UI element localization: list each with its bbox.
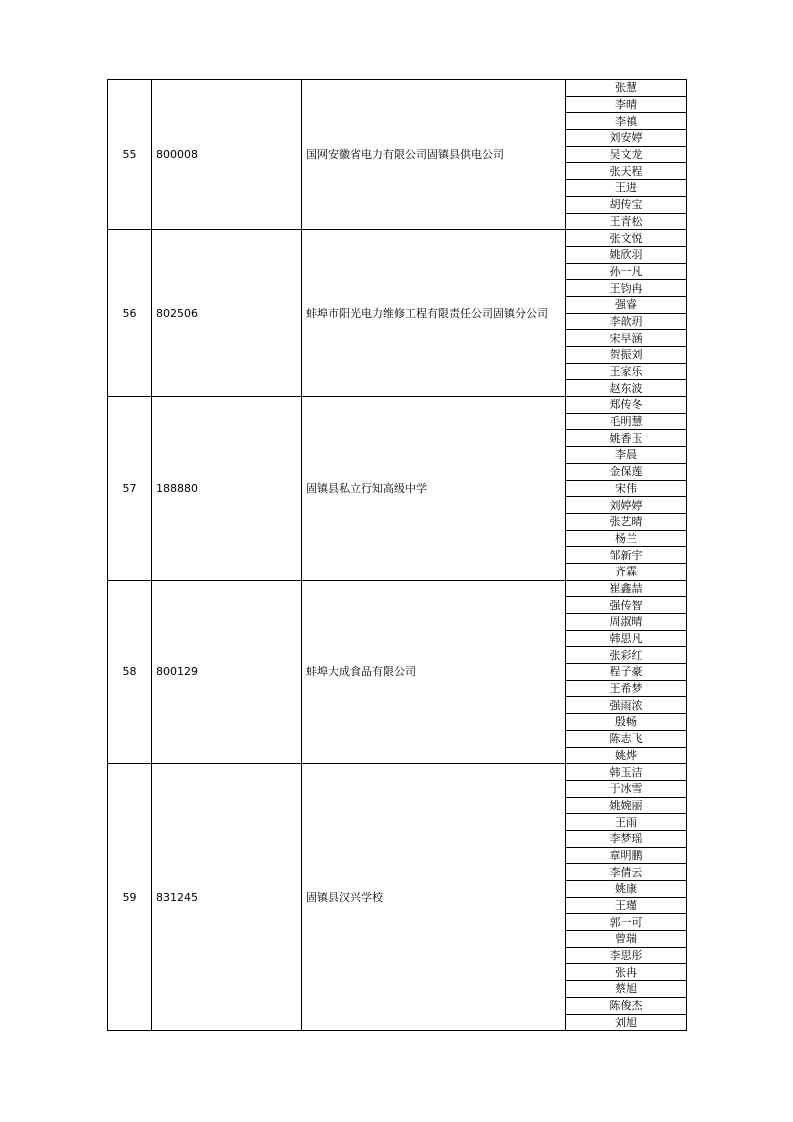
person-name-cell: 郭一可: [566, 914, 687, 931]
person-name-cell: 宋伟: [566, 480, 687, 497]
person-name-cell: 宋早涵: [566, 330, 687, 347]
person-name-cell: 李思彤: [566, 947, 687, 964]
person-name-cell: 王瑾: [566, 897, 687, 914]
person-name-cell: 姚婉丽: [566, 797, 687, 814]
group-org-cell: 固镇县汉兴学校: [302, 764, 566, 1031]
person-name-cell: 章明鹏: [566, 847, 687, 864]
person-name-cell: 张艺晴: [566, 513, 687, 530]
person-name-cell: 张文悦: [566, 230, 687, 247]
person-name-cell: 贺振刘: [566, 347, 687, 364]
person-name-cell: 王雨: [566, 814, 687, 831]
table-row: [108, 580, 687, 597]
roster-table: [107, 79, 687, 1031]
table-row: [108, 80, 687, 97]
table-row: [108, 397, 687, 414]
person-name-cell: 陈志飞: [566, 730, 687, 747]
group-org-cell: 蚌埠大成食品有限公司: [302, 580, 566, 764]
person-name-cell: 陈俊杰: [566, 997, 687, 1014]
person-name-cell: 毛明慧: [566, 413, 687, 430]
person-name-cell: 孙一凡: [566, 263, 687, 280]
person-name-cell: 金保莲: [566, 463, 687, 480]
person-name-cell: 李倩云: [566, 864, 687, 881]
person-name-cell: 齐霖: [566, 563, 687, 580]
person-name-cell: 刘婷婷: [566, 497, 687, 514]
person-name-cell: 姚香玉: [566, 430, 687, 447]
person-name-cell: 殷畅: [566, 714, 687, 731]
person-name-cell: 刘旭: [566, 1014, 687, 1031]
person-name-cell: 程子豪: [566, 664, 687, 681]
person-name-cell: 强雨浓: [566, 697, 687, 714]
person-name-cell: 姚康: [566, 881, 687, 898]
person-name-cell: 张慧: [566, 80, 687, 97]
group-org-cell: 固镇县私立行知高级中学: [302, 397, 566, 581]
group-seq-cell: 59: [108, 764, 152, 1031]
group-code-cell: 802506: [152, 230, 302, 397]
person-name-cell: 王钧冉: [566, 280, 687, 297]
person-name-cell: 崔鑫喆: [566, 580, 687, 597]
person-name-cell: 姚烨: [566, 747, 687, 764]
group-seq-cell: 56: [108, 230, 152, 397]
person-name-cell: 邹新宇: [566, 547, 687, 564]
person-name-cell: 李晨: [566, 447, 687, 464]
person-name-cell: 胡传宝: [566, 196, 687, 213]
person-name-cell: 张彩红: [566, 647, 687, 664]
person-name-cell: 王青松: [566, 213, 687, 230]
person-name-cell: 张冉: [566, 964, 687, 981]
person-name-cell: 郑传冬: [566, 397, 687, 414]
person-name-cell: 王希梦: [566, 680, 687, 697]
person-name-cell: 李梦瑶: [566, 830, 687, 847]
group-org-cell: 蚌埠市阳光电力维修工程有限责任公司固镇分公司: [302, 230, 566, 397]
person-name-cell: 李歆玥: [566, 313, 687, 330]
person-name-cell: 李禛: [566, 113, 687, 130]
person-name-cell: 王家乐: [566, 363, 687, 380]
person-name-cell: 李晴: [566, 96, 687, 113]
person-name-cell: 强睿: [566, 296, 687, 313]
person-name-cell: 张天程: [566, 163, 687, 180]
person-name-cell: 杨兰: [566, 530, 687, 547]
person-name-cell: 韩玉洁: [566, 764, 687, 781]
group-seq-cell: 58: [108, 580, 152, 764]
group-seq-cell: 57: [108, 397, 152, 581]
group-code-cell: 188880: [152, 397, 302, 581]
person-name-cell: 强传智: [566, 597, 687, 614]
person-name-cell: 王进: [566, 180, 687, 197]
person-name-cell: 刘安婷: [566, 130, 687, 147]
person-name-cell: 吴文龙: [566, 146, 687, 163]
person-name-cell: 姚欣羽: [566, 246, 687, 263]
group-seq-cell: 55: [108, 80, 152, 230]
group-org-cell: 国网安徽省电力有限公司固镇县供电公司: [302, 80, 566, 230]
roster-table-body: [108, 80, 687, 1031]
person-name-cell: 韩思凡: [566, 630, 687, 647]
table-row: [108, 764, 687, 781]
table-row: [108, 230, 687, 247]
person-name-cell: 周淑晴: [566, 614, 687, 631]
person-name-cell: 曾瑞: [566, 931, 687, 948]
group-code-cell: 800129: [152, 580, 302, 764]
person-name-cell: 赵东波: [566, 380, 687, 397]
person-name-cell: 于冰雪: [566, 780, 687, 797]
person-name-cell: 蔡旭: [566, 981, 687, 998]
group-code-cell: 831245: [152, 764, 302, 1031]
group-code-cell: 800008: [152, 80, 302, 230]
